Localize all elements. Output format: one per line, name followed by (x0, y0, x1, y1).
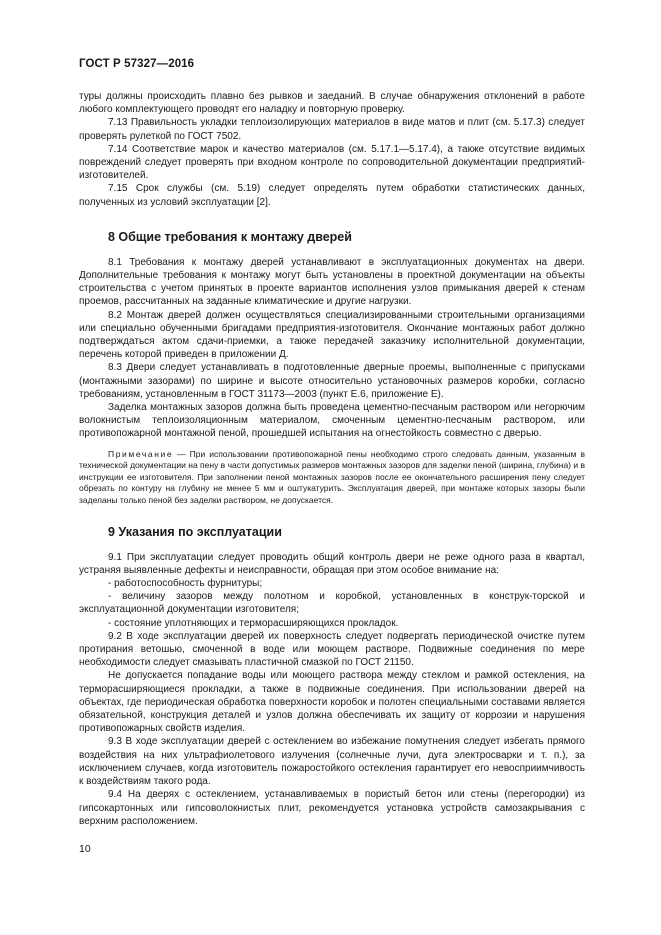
paragraph-9-2-water: Не допускается попадание воды или моющего раствора между стеклом и рамкой остекления, на терморасширяющиеся прокладки, а также в подвижные соединения. При использовании дверей на объектах, где периодическая обработка поверхности коробок и полотен специальными составами является обязательной, конструкция деталей и узлов должна обеспечивать их защиту от коррозии и нарушения противопожарных свойств изделия. (79, 670, 585, 735)
list-item: - величину зазоров между полотном и коробкой, установленных в конструк-торской и эксплуатационной документации изготовителя; (79, 591, 585, 616)
paragraph-7-14: 7.14 Соответствие марок и качество материалов (см. 5.17.1—5.17.4), а также отсутствие видимых повреждений следует проверять при входном контроле по сопроводительной документации предприятий-изготовителей. (79, 143, 585, 182)
list-item: - состояние уплотняющих и терморасширяющихся прокладок. (108, 617, 399, 629)
section-9-heading: 9 Указания по эксплуатации (108, 524, 282, 539)
paragraph-8-1: 8.1 Требования к монтажу дверей устанавливают в эксплуатационных документах на двери. Дополнительные требования к монтажу могут быть установлены в проектной документации на объекты строительства с учетом принятых в проекте вариантов исполнения узлов примыкания дверей к стенам проемов, рассчитанных на заданные климатические и другие нагрузки. (79, 256, 585, 308)
paragraph-7-13: 7.13 Правильность укладки теплоизолирующих материалов в виде матов и плит (см. 5.17.3) следует проверять рулеткой по ГОСТ 7502. (79, 117, 585, 142)
paragraph-8-3-zazory: Заделка монтажных зазоров должна быть проведена цементно-песчаным раствором или негорючим волокнистым теплоизоляционным материалом, смоченным цементно-песчаным раствором, или противопожарной монтажной пеной, прошедшей испытания на огнестойкость совместно с дверью. (79, 402, 585, 440)
page-number: 10 (79, 843, 91, 855)
section-8-heading: 8 Общие требования к монтажу дверей (108, 229, 352, 244)
paragraph-8-3: 8.3 Двери следует устанавливать в подготовленные дверные проемы, выполненные с припусками (монтажными зазорами) по ширине и высоте относительно установочных размеров коробки, согласно требованиям, установленным в ГОСТ 31173—2003 (пункт Е.6, приложение Е). (79, 362, 585, 400)
paragraph-9-4: 9.4 На дверях с остеклением, устанавливаемых в пористый бетон или стены (перегородки) из гипсокартонных или гипсоволокнистых плит, рекомендуется установка устройств самозакрывания с верхним расположением. (79, 789, 585, 827)
note-label: Примечание (108, 448, 174, 459)
list-item: - работоспособность фурнитуры; (108, 578, 263, 590)
paragraph-9-3: 9.3 В ходе эксплуатации дверей с остеклением во избежание помутнения следует избегать прямого воздействия на них ультрафиолетового излучения (солнечные лучи, дуга электросварки и т. п.), за исключением случаев, когда изготовитель пожаростойкого остекления гарантирует его невосприимчивость к воздействиям такого рода. (79, 736, 585, 788)
paragraph-7-12-continuation: туры должны происходить плавно без рывков и заеданий. В случае обнаружения отклонений в работе любого комплектующего проводят его наладку и повторную проверку. (79, 91, 585, 116)
note-block (79, 449, 585, 507)
page-content (79, 90, 585, 828)
note-text: — При использовании противопожарной пены необходимо строго следовать данным, указанным в технической документации на пену в части допустимых размеров монтажных зазоров для заделки пеной (ширина, глубина) и в инструкции ее изготовителя. При заполнении пеной монтажных зазоров после ее окончательного расширения пену следует обрезать по контуру на глубину не менее 5 мм и оштукатурить. Эксплуатация дверей, при монтаже которых зазоры были заделаны только пеной без заделки раствором, не допускается. (79, 448, 585, 506)
paragraph-7-15: 7.15 Срок службы (см. 5.19) следует определять путем обработки статистических данных, полученных из условий эксплуатации [2]. (79, 183, 585, 208)
paragraph-8-2: 8.2 Монтаж дверей должен осуществляться специализированными строительными организациями или специально обученными бригадами предприятия-изготовителя. Окончание монтажных работ должно подтверждаться актом сдачи-приемки, а также передачей заказчику исполнительной документации, перечень которой приведен в приложении Д. (79, 309, 585, 361)
note-paragraph (79, 449, 585, 507)
document-header: ГОСТ Р 57327—2016 (79, 58, 195, 70)
paragraph-9-1: 9.1 При эксплуатации следует проводить общий контроль двери не реже одного раза в квартал, устраняя выявленные дефекты и неисправности, обращая при этом особое внимание на: (79, 551, 585, 576)
paragraph-9-2: 9.2 В ходе эксплуатации дверей их поверхность следует подвергать периодической очистке путем протирания ветошью, смоченной в воде или моющем растворе. Подвижные соединения по мере необходимости следует смазывать пластичной смазкой по ГОСТ 21150. (79, 630, 585, 669)
